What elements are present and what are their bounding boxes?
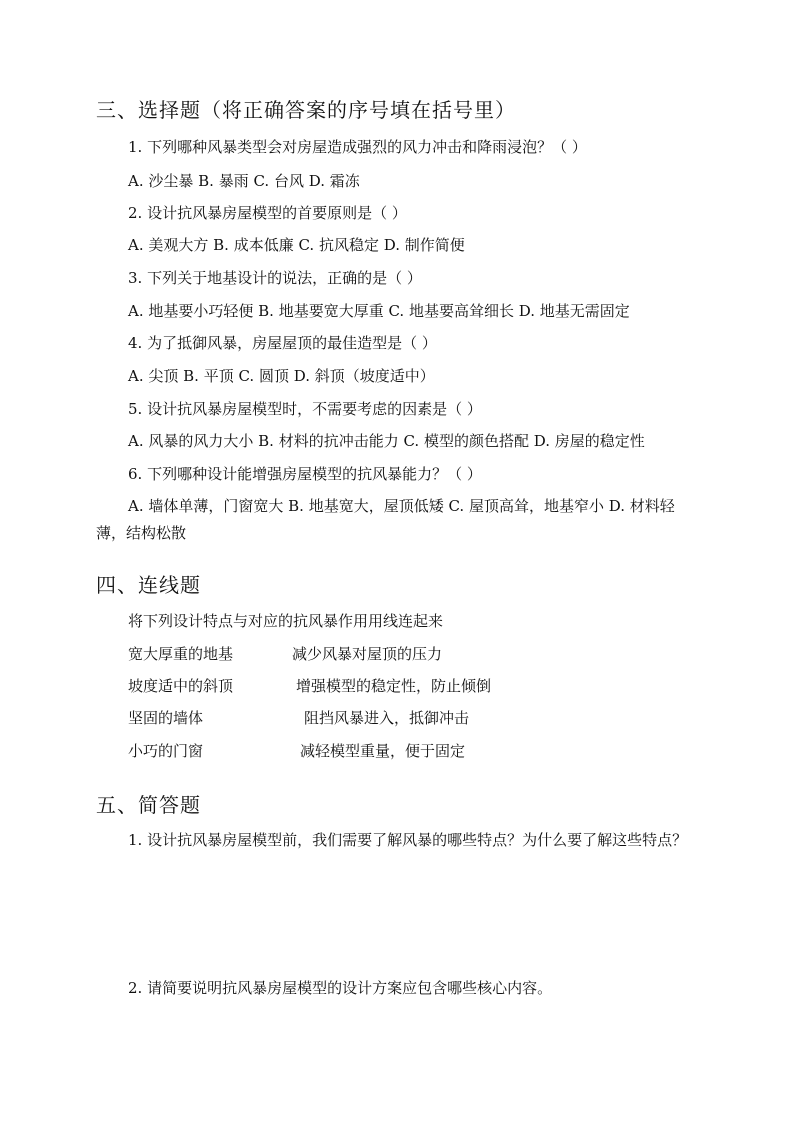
question-2: 2. 设计抗风暴房屋模型的首要原则是（ ）: [128, 204, 407, 222]
matching-left-item: 小巧的门窗: [128, 742, 204, 760]
matching-left-item: 坚固的墙体: [128, 709, 204, 727]
matching-instruction: 将下列设计特点与对应的抗风暴作用用线连起来: [128, 612, 444, 630]
matching-right-item: 减少风暴对屋顶的压力: [292, 645, 443, 663]
matching-right-item: 阻挡风暴进入，抵御冲击: [304, 709, 470, 727]
short-answer-question-2: 2. 请简要说明抗风暴房屋模型的设计方案应包含哪些核心内容。: [128, 979, 553, 997]
question-4: 4. 为了抵御风暴，房屋屋顶的最佳造型是（ ）: [128, 334, 437, 352]
question-1-options: A. 沙尘暴 B. 暴雨 C. 台风 D. 霜冻: [128, 172, 360, 190]
question-1: 1. 下列哪种风暴类型会对房屋造成强烈的风力冲击和降雨浸泡？（ ）: [128, 138, 587, 156]
question-4-options: A. 尖顶 B. 平顶 C. 圆顶 D. 斜顶（坡度适中）: [128, 367, 435, 385]
question-5: 5. 设计抗风暴房屋模型时，不需要考虑的因素是（ ）: [128, 400, 482, 418]
short-answer-question-1: 1. 设计抗风暴房屋模型前，我们需要了解风暴的哪些特点？为什么要了解这些特点？: [128, 831, 688, 849]
matching-left-item: 坡度适中的斜顶: [128, 677, 234, 695]
question-5-options: A. 风暴的风力大小 B. 材料的抗冲击能力 C. 模型的颜色搭配 D. 房屋的稳定性: [128, 432, 645, 450]
question-6: 6. 下列哪种设计能增强房屋模型的抗风暴能力？（ ）: [128, 465, 482, 483]
question-3-options: A. 地基要小巧轻便 B. 地基要宽大厚重 C. 地基要高耸细长 D. 地基无需固定: [128, 302, 630, 320]
section-3-title: 三、选择题（将正确答案的序号填在括号里）: [96, 98, 516, 122]
section-5-title: 五、简答题: [96, 793, 201, 817]
matching-right-item: 减轻模型重量，便于固定: [300, 742, 466, 760]
matching-left-item: 宽大厚重的地基: [128, 645, 234, 663]
question-6-options: A. 墙体单薄，门窗宽大 B. 地基宽大，屋顶低矮 C. 屋顶高耸，地基窄小 D. 材料轻薄，结构松散: [96, 497, 675, 542]
section-4-title: 四、连线题: [96, 573, 201, 597]
question-3: 3. 下列关于地基设计的说法，正确的是（ ）: [128, 269, 422, 287]
question-2-options: A. 美观大方 B. 成本低廉 C. 抗风稳定 D. 制作简便: [128, 236, 465, 254]
matching-right-item: 增强模型的稳定性，防止倾倒: [296, 677, 492, 695]
